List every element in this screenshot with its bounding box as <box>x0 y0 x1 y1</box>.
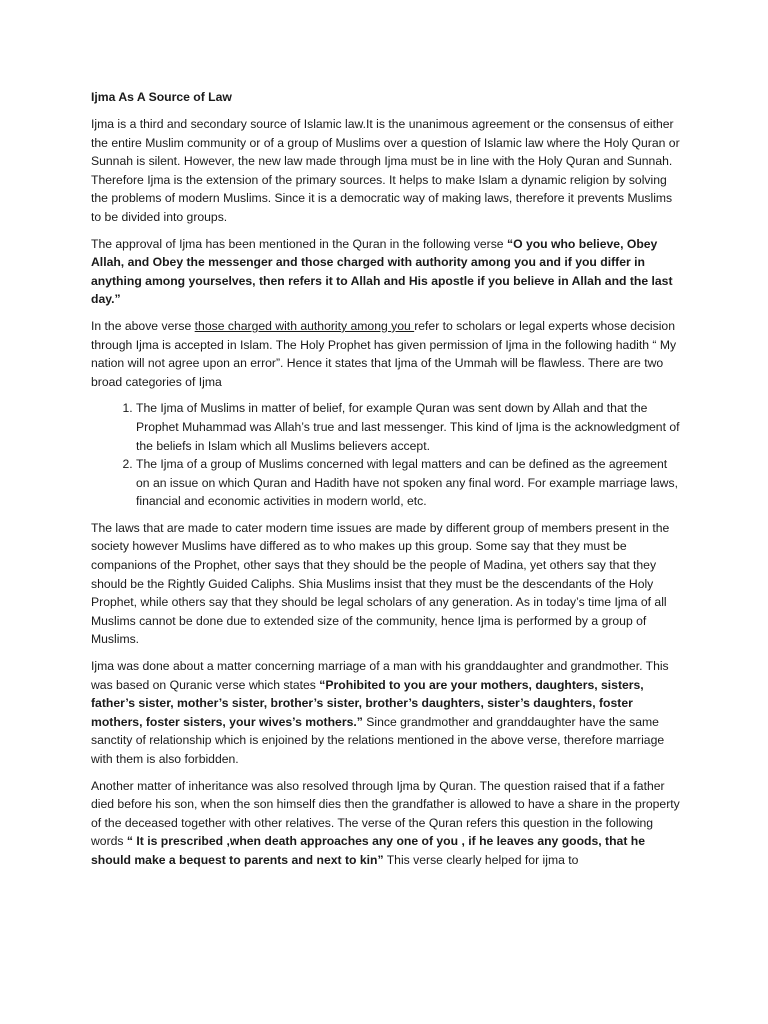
paragraph-text: refer to scholars or legal experts whose decision through Ijma is accepted in Islam. The Holy Prophet has given permission of Ijma in the following hadith “ My nation will not agree upon an error”. Hence it states that Ijma of the Ummah will be flawless. There are two broad categories of Ijma <box>91 318 677 389</box>
paragraph-text: The approval of Ijma has been mentioned in the Quran in the following verse <box>91 236 507 251</box>
list-item: 1. The Ijma of Muslims in matter of belief, for example Quran was sent down by Allah and that the Prophet Muhammad was Allah’s true and last messenger. This kind of Ijma is the acknowledgment of the beliefs in Islam which all Muslims believers accept. <box>136 399 683 455</box>
ijma-categories-list <box>91 399 683 511</box>
list-item: 2. The Ijma of a group of Muslims concerned with legal matters and can be defined as the agreement on an issue on which Quran and Hadith have not spoken any final word. For example marriage laws, financial and economic activities in modern world, etc. <box>136 455 683 511</box>
quran-verse-quote: “ It is prescribed ,when death approaches any one of you , if he leaves any goods, that he should make a bequest to parents and next to kin” <box>91 834 645 867</box>
underlined-phrase: those charged with authority among you <box>194 318 415 333</box>
document-title: Ijma As A Source of Law <box>91 90 232 104</box>
paragraph-inheritance-ijma <box>91 777 683 870</box>
paragraph-text: Ijma was done about a matter concerning marriage of a man with his granddaughter and grandmother. This was based on Quranic verse which states <box>91 659 669 692</box>
quran-verse-quote: “Prohibited to you are your mothers, daughters, sisters, father’s sister, mother’s sister, brother’s sister, brother’s daughters, sister’s daughters, foster mothers, foster sisters, your wives’s mothers.” <box>91 677 644 729</box>
paragraph-text: Another matter of inheritance was also resolved through Ijma by Quran. The question raised that if a father died before his son, when the son himself dies then the grandfather is allowed to have a share in the property of the deceased together with other relatives. The verse of the Quran refers this question in the following words <box>91 778 680 849</box>
paragraph-verse-explanation <box>91 317 683 391</box>
paragraph-text: Since grandmother and granddaughter have the same sanctity of relationship which is enjoined by the relations mentioned in the above verse, therefore marriage with them is also forbidden. <box>91 714 665 766</box>
paragraph-text: In the above verse <box>91 318 195 333</box>
document-page <box>91 88 683 878</box>
paragraph-text: This verse clearly helped for ijma to <box>383 852 579 867</box>
paragraph-marriage-ijma <box>91 657 683 769</box>
paragraph-definition: Ijma is a third and secondary source of Islamic law.It is the unanimous agreement or the consensus of either the entire Muslim community or of a group of Muslims over a question of Islamic law where the Holy Quran or Sunnah is silent. However, the new law made through Ijma must be in line with the Holy Quran and Sunnah. Therefore Ijma is the extension of the primary sources. It helps to make Islam a dynamic religion by solving the problems of modern Muslims. Since it is a democratic way of making laws, therefore it prevents Muslims to be divided into groups. <box>91 117 680 224</box>
paragraph-group-members: The laws that are made to cater modern time issues are made by different group of members present in the society however Muslims have differed as to who makes up this group. Some say that they must be companions of the Prophet, other says that they should be the people of Madina, yet others say that they should be the Rightly Guided Caliphs. Shia Muslims insist that they must be the descendants of the Holy Prophet, while others say that they should be legal scholars of any generation. As in today’s time Ijma of all Muslims cannot be done due to extended size of the community, hence Ijma is performed by a group of Muslims. <box>91 520 670 647</box>
quran-verse-quote: “O you who believe, Obey Allah, and Obey the messenger and those charged with authority among you and if you differ in anything among yourselves, then refers it to Allah and His apostle if you believe in Allah and the last day.” <box>91 236 673 307</box>
paragraph-quran-approval <box>91 235 683 309</box>
